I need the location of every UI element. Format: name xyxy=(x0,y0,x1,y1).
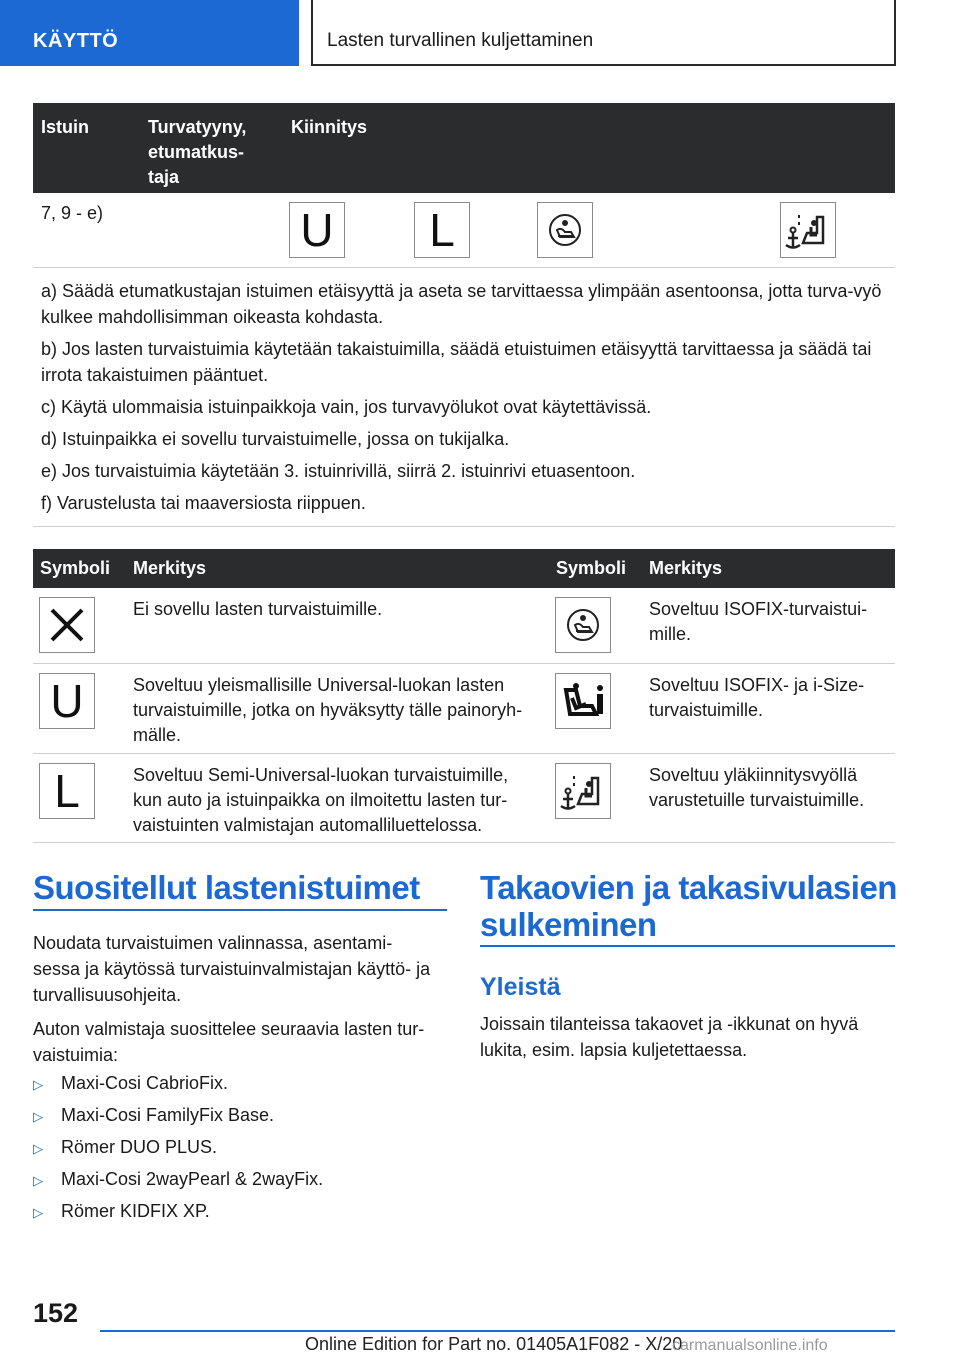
section-title-recommended-seats: Suositellut lastenistuimet xyxy=(33,869,420,906)
row-label: 7, 9 - e) xyxy=(41,203,104,223)
col-meaning-b: Merkitys xyxy=(649,558,723,578)
paragraph: Auton valmistaja suosittelee seuraavia lasten tur- vaistuimia: xyxy=(33,1019,425,1065)
bullet-triangle-icon: ▷ xyxy=(33,1141,43,1156)
chapter-title: Lasten turvallinen kuljettaminen xyxy=(311,0,896,66)
l-symbol-icon: L xyxy=(414,202,470,258)
bullet-triangle-icon: ▷ xyxy=(33,1077,43,1092)
meaning-text: Soveltuu Semi-Universal-luokan turvaistuimille, xyxy=(133,765,509,785)
seat-table xyxy=(33,103,895,268)
meaning-text: Soveltuu yleismallisille Universal-luokan lasten xyxy=(133,675,505,695)
note-c: c) Käytä ulommaisia istuinpaikkoja vain, jos turvavyölukot ovat käytettävissä. xyxy=(41,397,652,417)
watermark: carmanualsonline.info xyxy=(672,1337,828,1354)
footnotes xyxy=(33,270,895,527)
paragraph: Noudata turvaistuimen valinnassa, asentami- sessa ja käytössä turvaistuinvalmistajan käyttö- ja turvallisuusohjeita. xyxy=(33,933,431,1005)
col-symbol-a: Symboli xyxy=(40,558,111,578)
meaning-text: varustetuille turvaistuimille. xyxy=(649,790,865,810)
tether-icon xyxy=(555,763,611,819)
col-meaning-a: Merkitys xyxy=(133,558,207,578)
col-symbol-b: Symboli xyxy=(556,558,627,578)
meaning-text: turvaistuimille, jotka on hyväksytty tälle painoryh- xyxy=(133,700,523,720)
meaning-text: Ei sovellu lasten turvaistuimille. xyxy=(133,599,383,619)
l-symbol-icon: L xyxy=(39,763,95,819)
note-b: b) Jos lasten turvaistuimia käytetään takaistuimilla, säädä etuistuimen etäisyyttä tarvittaessa ja säädä tai irrota takaistuimen pääntuet. xyxy=(41,339,872,385)
col-seat: Istuin xyxy=(41,117,89,137)
page-number: 152 xyxy=(33,1298,79,1328)
footer-rule xyxy=(100,1330,895,1332)
meaning-text: mille. xyxy=(649,624,692,644)
table-row xyxy=(33,664,895,754)
list-item: ▷ Römer DUO PLUS. xyxy=(33,1134,217,1162)
table-row xyxy=(33,193,895,268)
note-e: e) Jos turvaistuimia käytetään 3. istuinrivillä, siirrä 2. istuinrivi etuasentoon. xyxy=(41,461,636,481)
section-tab[interactable]: KÄYTTÖ xyxy=(0,0,299,66)
tether-icon xyxy=(780,202,836,258)
isofix-icon xyxy=(555,597,611,653)
list-item: ▷ Maxi-Cosi 2wayPearl & 2wayFix. xyxy=(33,1166,323,1194)
isize-icon xyxy=(555,673,611,729)
u-symbol-icon: U xyxy=(289,202,345,258)
list-item: ▷ Maxi-Cosi FamilyFix Base. xyxy=(33,1102,274,1130)
list-item: ▷ Maxi-Cosi CabrioFix. xyxy=(33,1070,228,1098)
isofix-icon xyxy=(537,202,593,258)
meaning-text: Soveltuu yläkiinnitysvyöllä xyxy=(649,765,858,785)
section-rule xyxy=(33,909,447,911)
section-rule xyxy=(480,945,895,947)
bullet-triangle-icon: ▷ xyxy=(33,1173,43,1188)
footer-edition: Online Edition for Part no. 01405A1F082 - X/20 xyxy=(305,1334,683,1354)
meaning-text: vaistuinten valmistajan automalliluettelossa. xyxy=(133,815,483,835)
meaning-text: kun auto ja istuinpaikka on ilmoitettu lasten tur- xyxy=(133,790,508,810)
meaning-text: turvaistuimille. xyxy=(649,700,764,720)
table-row xyxy=(33,754,895,843)
meaning-text: Soveltuu ISOFIX-turvaistui- xyxy=(649,599,868,619)
bullet-triangle-icon: ▷ xyxy=(33,1205,43,1220)
paragraph: Joissain tilanteissa takaovet ja -ikkunat on hyvä lukita, esim. lapsia kuljetettaessa. xyxy=(480,1014,859,1060)
note-d: d) Istuinpaikka ei sovellu turvaistuimelle, jossa on tukijalka. xyxy=(41,429,510,449)
seat-table-header xyxy=(33,103,895,193)
table-row xyxy=(33,588,895,664)
subsection-title: Yleistä xyxy=(480,973,561,1001)
meaning-text: mälle. xyxy=(133,725,182,745)
x-icon xyxy=(39,597,95,653)
u-symbol-icon: U xyxy=(39,673,95,729)
col-airbag: Turvatyyny, etumatkus- taja xyxy=(148,117,247,187)
meaning-text: Soveltuu ISOFIX- ja i-Size- xyxy=(649,675,865,695)
note-f: f) Varustelusta tai maaversiosta riippuen. xyxy=(41,493,366,513)
page-header xyxy=(0,0,960,66)
symbol-table xyxy=(33,549,895,843)
note-a: a) Säädä etumatkustajan istuimen etäisyyttä ja aseta se tarvittaessa ylimpään asentoonsa, jotta turva-vyö kulkee mahdollisimman oikeasta kohdasta. xyxy=(41,281,882,327)
bullet-triangle-icon: ▷ xyxy=(33,1109,43,1124)
col-mount: Kiinnitys xyxy=(291,117,368,137)
symbol-table-header xyxy=(33,549,895,588)
section-title-rear-doors: Takaovien ja takasivulasien sulkeminen xyxy=(480,869,897,943)
list-item: ▷ Römer KIDFIX XP. xyxy=(33,1198,210,1226)
